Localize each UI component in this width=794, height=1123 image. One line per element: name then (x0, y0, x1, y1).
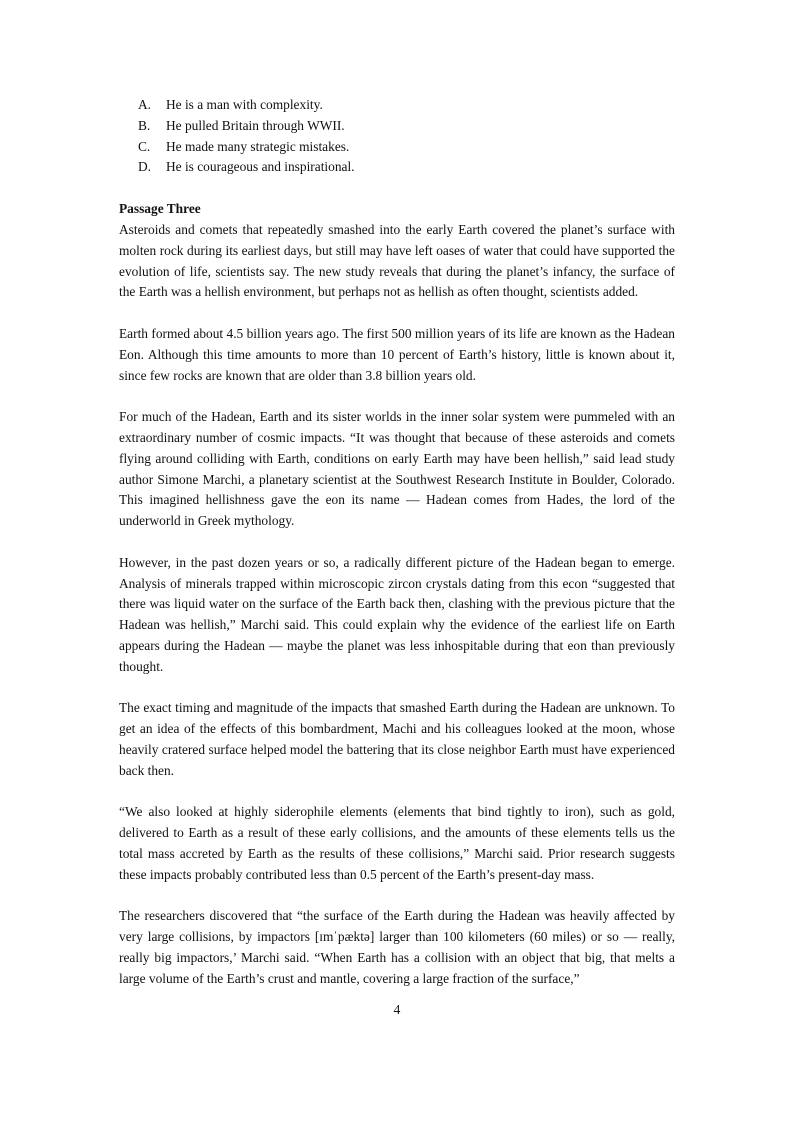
passage-paragraph: “We also looked at highly siderophile elements (elements that bind tightly to iron), such as gold, delivered to Earth as a result of these early collisions, and the amounts of these elements tells us the total mass accreted by Earth as the results of these collisions,” Marchi said. Prior research suggests these impacts probably contributed less than 0.5 percent of the Earth’s present-day mass. (119, 804, 675, 882)
passage-paragraph: The researchers discovered that “the surface of the Earth during the Hadean was heavily affected by very large collisions, by impactors [ɪmˈpæktə] larger than 100 kilometers (60 miles) or so — really, really big impactors,’ Marchi said. “When Earth has a collision with an object that big, that melts a large volume of the Earth’s crust and mantle, covering a large fraction of the surface,” (119, 908, 675, 986)
page-number: 4 (393, 1002, 401, 1017)
passage-paragraph: However, in the past dozen years or so, a radically different picture of the Hadean began to emerge. Analysis of minerals trapped within microscopic zircon crystals dating from this econ “suggested that there was liquid water on the surface of the Earth back then, clashing with the previous picture that the Hadean was hellish,” Marchi said. This could explain why the evidence of the earliest life on Earth appears during the Hadean — maybe the planet was less inhospitable during that eon than previously thought. (119, 554, 675, 674)
option-letter: A. (138, 97, 152, 112)
passage-paragraph: Asteroids and comets that repeatedly smashed into the early Earth covered the planet’s surface with molten rock during its earliest days, but still may have left oases of water that could have supported the evolution of life, scientists say. The new study reveals that during the planet’s infancy, the surface of the Earth was a hellish environment, but perhaps not as hellish as often thought, scientists added. (119, 221, 675, 300)
answer-option (119, 116, 675, 137)
option-text: He made many strategic mistakes. (166, 138, 350, 154)
answer-option (119, 137, 675, 158)
option-letter: C. (138, 138, 151, 154)
passage-title: Passage Three (119, 201, 201, 217)
answer-option (119, 95, 675, 116)
answer-options (119, 95, 675, 178)
passage-paragraph: For much of the Hadean, Earth and its sister worlds in the inner solar system were pummeled with an extraordinary number of cosmic impacts. “It was thought that because of these asteroids and comets flying around colliding with Earth, conditions on early Earth may have been hellish,” said lead study author Simone Marchi, a planetary scientist at the Southwest Research Institute in Boulder, Colorado. This imagined hellishness gave the eon its name — Hadean comes from Hades, the lord of the underworld in Greek mythology. (119, 409, 675, 529)
option-text: He is a man with complexity. (166, 97, 323, 112)
page-content (119, 95, 675, 989)
option-letter: B. (138, 117, 151, 133)
passage-paragraph: Earth formed about 4.5 billion years ago. The first 500 million years of its life are known as the Hadean Eon. Although this time amounts to more than 10 percent of Earth’s history, little is known about it, since few rocks are known that are older than 3.8 billion years old. (119, 325, 675, 383)
passage-paragraph: The exact timing and magnitude of the impacts that smashed Earth during the Hadean are unknown. To get an idea of the effects of this bombardment, Machi and his colleagues looked at the moon, whose heavily cratered surface helped model the battering that its close neighbor Earth must have experienced back then. (119, 700, 675, 778)
option-text: He pulled Britain through WWII. (166, 117, 345, 133)
answer-option (119, 157, 675, 178)
option-text: He is courageous and inspirational. (166, 159, 355, 175)
option-letter: D. (138, 159, 152, 175)
